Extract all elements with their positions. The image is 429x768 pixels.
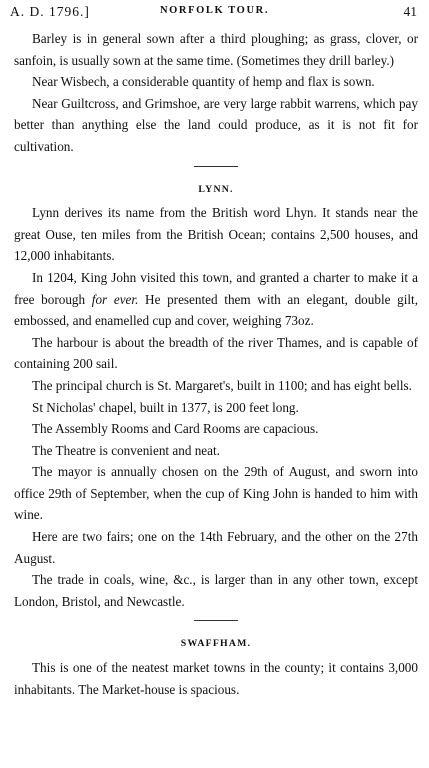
section-heading-lynn: LYNN. [198,183,234,195]
king-john-italic: for ever. [91,291,139,307]
king-john-text-a: In 1204, King John visited this town, and granted a charter to make it a free borough [14,269,418,307]
paragraph-trade: The trade in coals, wine, &c., is larger than in any other town, except London, Bristol, and Newcastle. [14,572,418,609]
paragraph-guiltcross: Near Guiltcross, and Grimshoe, are very large rabbit warrens, which pay better than anything else the land could produce, as it is not fit for cultivation. [14,95,418,154]
page-number: 41 [403,4,417,19]
paragraph-theatre: The Theatre is convenient and neat. [32,442,220,458]
paragraph-lynn-name: Lynn derives its name from the British word Lhyn. It stands near the great Ouse, ten miles from the British Ocean; contains 2,500 houses, and 12,000 inhabitants. [14,205,418,264]
paragraph-church: The principal church is St. Margaret's, built in 1100; and has eight bells. [32,377,412,393]
paragraph-swaffham: This is one of the neatest market towns in the county; it contains 3,000 inhabitants. The Market-house is spacious. [14,660,418,697]
paragraph-king-john [14,267,418,332]
header-title: NORFOLK TOUR. [159,5,270,16]
paragraph-fairs: Here are two fairs; one on the 14th February, and the other on the 27th August. [14,529,418,566]
page-body [14,28,418,700]
section-heading-swaffham: SWAFFHAM. [180,638,252,650]
running-header [10,4,419,22]
paragraph-mayor: The mayor is annually chosen on the 29th of August, and sworn into office 29th of September, when the cup of King John is handed to him with wine. [14,464,418,523]
paragraph-assembly-rooms: The Assembly Rooms and Card Rooms are capacious. [32,421,319,437]
paragraph-wisbech: Near Wisbech, a considerable quantity of hemp and flax is sown. [32,74,375,90]
paragraph-chapel: St Nicholas' chapel, built in 1377, is 200 feet long. [32,399,299,415]
paragraph-harbour: The harbour is about the breadth of the river Thames, and is capable of containing 200 sail. [14,334,418,372]
paragraph-barley: Barley is in general sown after a third ploughing; as grass, clover, or sanfoin, is usually sown at the same time. (Sometimes they drill barley.) [14,31,418,68]
header-date: A. D. 1796.] [10,4,90,19]
king-john-text-b: He presented them with an elegant, double gilt, embossed, and enamelled cup and cover, weighing 73oz. [14,291,419,329]
